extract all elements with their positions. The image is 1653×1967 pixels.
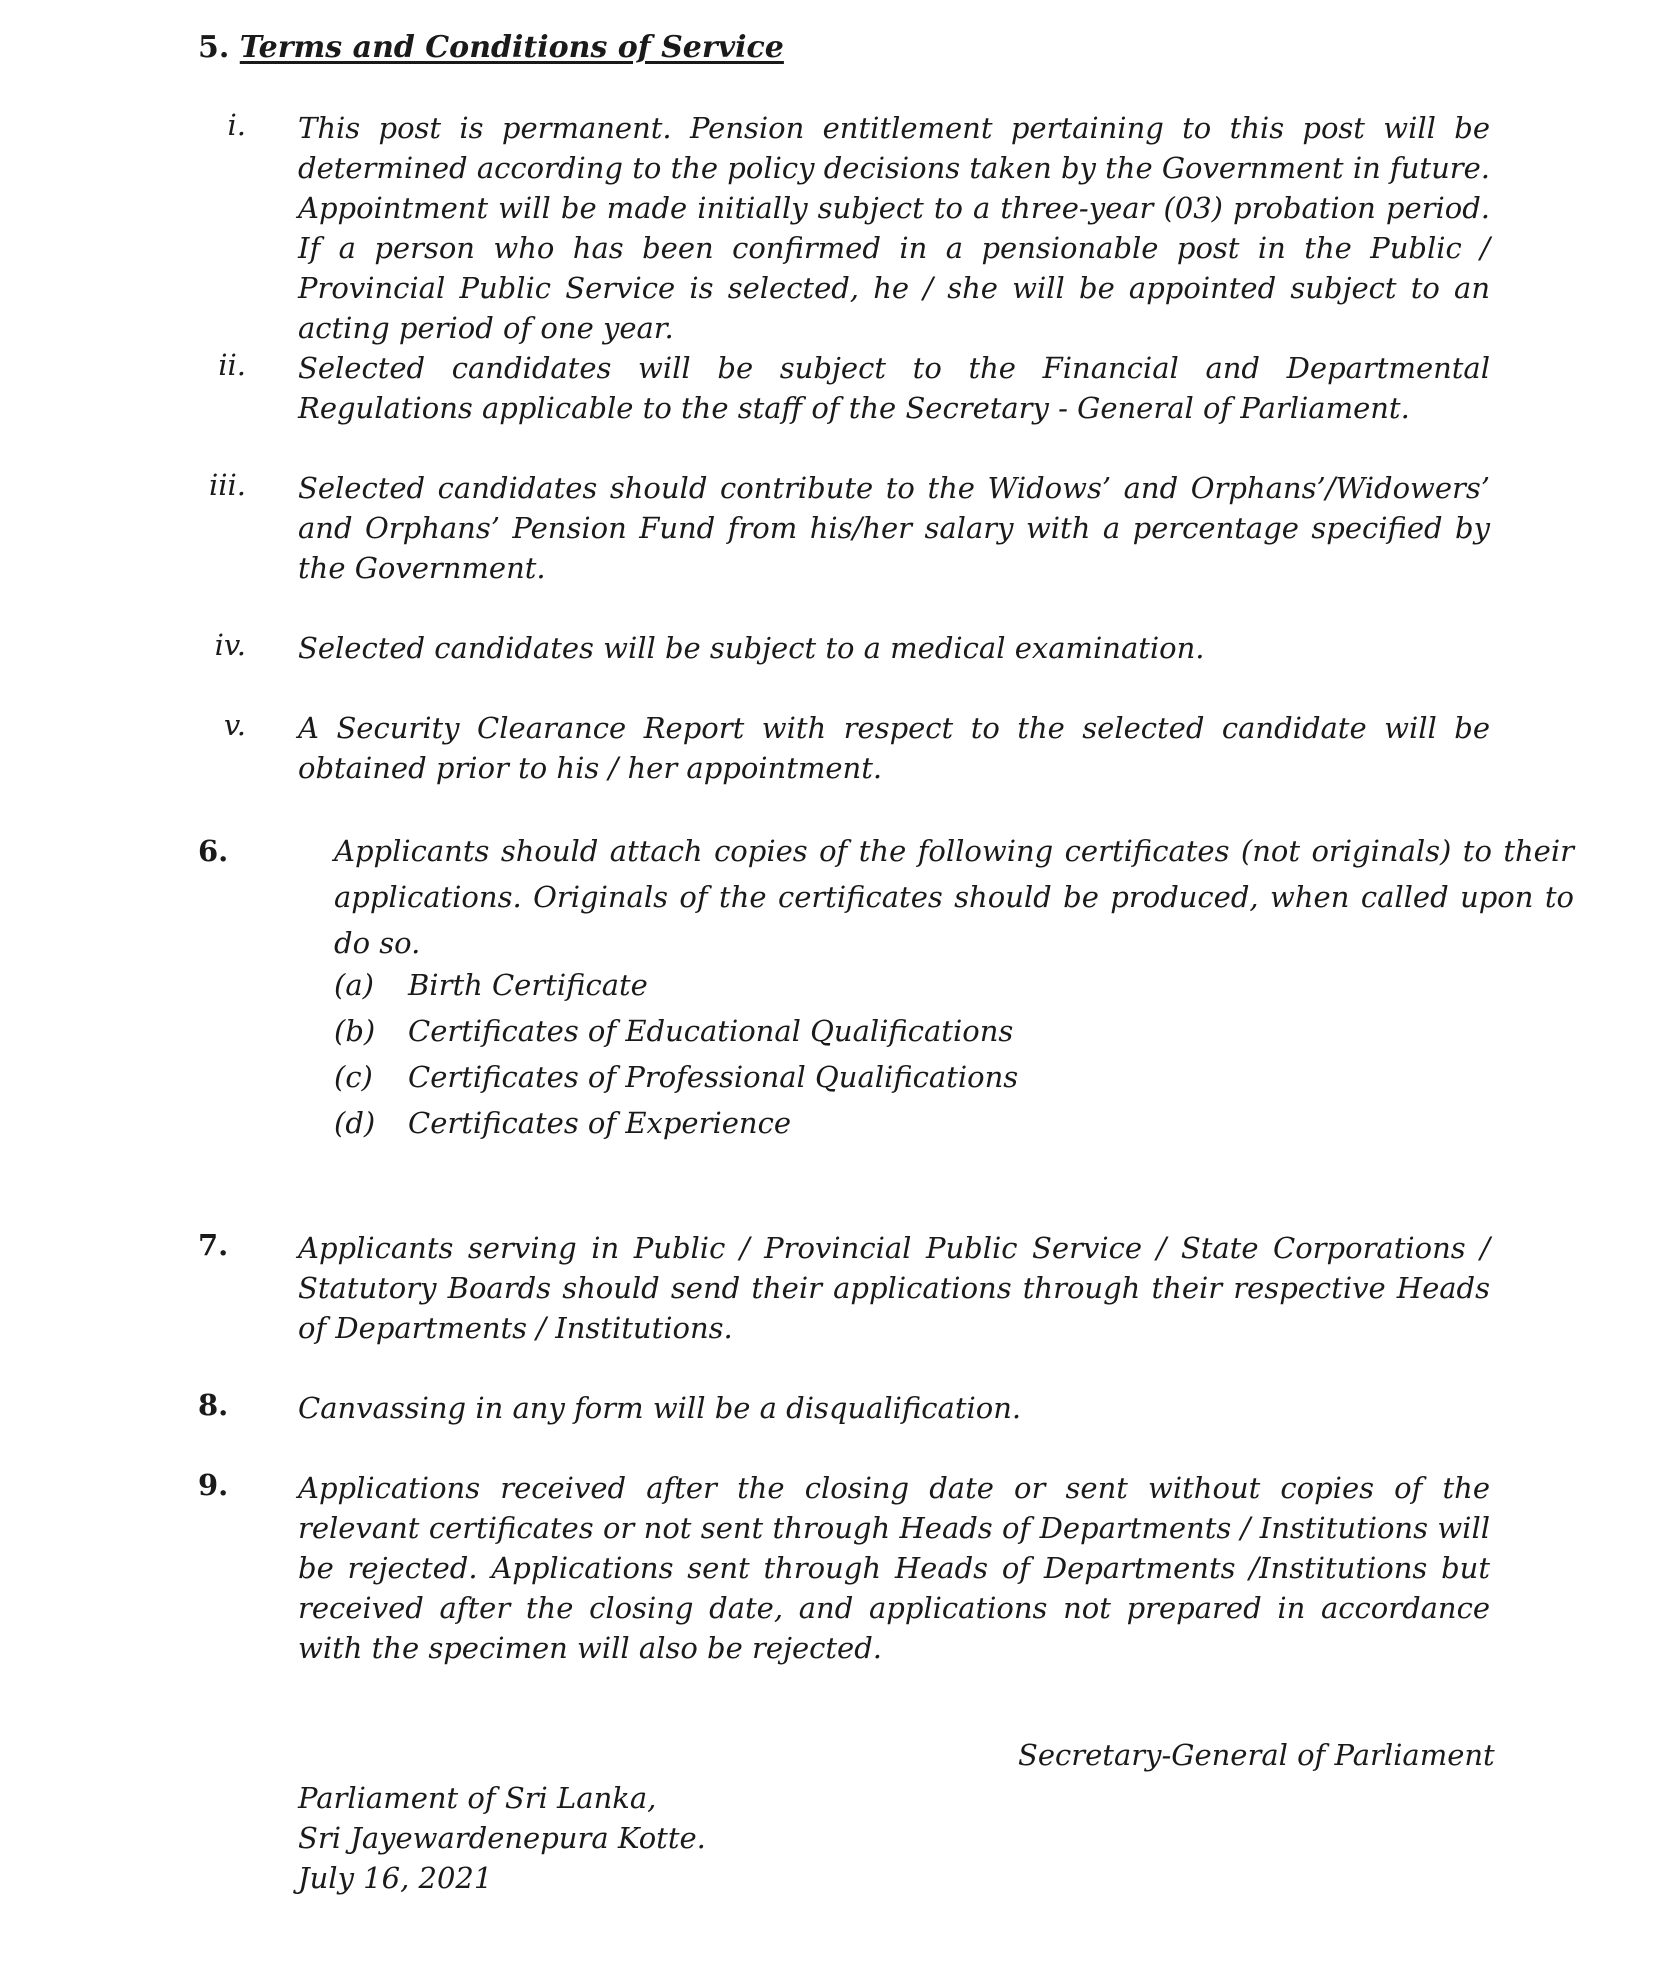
- item-iv-text: Selected candidates will be subject to a medical examination.: [298, 631, 1205, 665]
- item-iv-label: iv.: [214, 628, 246, 662]
- section-5-number: 5.: [198, 30, 230, 65]
- item-iii-label: iii.: [208, 468, 246, 502]
- certificate-name: Certificates of Professional Qualifications: [408, 1060, 1019, 1094]
- section-6-number: 6.: [198, 834, 229, 868]
- section-9-text: Applications received after the closing date or sent without copies of the relevant certificates or not sent through Heads of Departments / Institutions will be rejected. Applications sent through Heads of Departments /Institutions but received after the closing date, and applications not prepared in accordance with the specimen will also be rejected.: [298, 1471, 1490, 1665]
- certificate-item-d: [334, 1100, 1018, 1146]
- item-v-label: v.: [223, 708, 246, 742]
- section-8-number: 8.: [198, 1388, 229, 1422]
- signature-title: Secretary-General of Parliament: [1018, 1738, 1495, 1772]
- certificate-list: [334, 962, 1018, 1146]
- certificate-label: (c): [334, 1060, 373, 1094]
- item-i-label: i.: [227, 108, 246, 142]
- certificate-item-c: [334, 1054, 1018, 1100]
- section-7-number: 7.: [198, 1228, 229, 1262]
- certificate-label: (a): [334, 968, 374, 1002]
- section-6-text: Applicants should attach copies of the following certificates (not originals) to their applications. Originals of the certificates should be produced, when called upon to do so.: [334, 834, 1574, 960]
- certificate-label: (d): [334, 1106, 376, 1140]
- certificate-item-a: [334, 962, 1018, 1008]
- address-date: July 16, 2021: [298, 1861, 493, 1895]
- section-5-title: Terms and Conditions of Service: [239, 30, 784, 65]
- address-line-1: Parliament of Sri Lanka,: [298, 1781, 657, 1815]
- item-iii-text: Selected candidates should contribute to the Widows’ and Orphans’/Widowers’ and Orphans’ Pension Fund from his/her salary with a percentage specified by the Government.: [298, 471, 1490, 585]
- certificate-name: Certificates of Experience: [408, 1106, 791, 1140]
- certificate-label: (b): [334, 1014, 376, 1048]
- section-8-text: Canvassing in any form will be a disqualification.: [298, 1391, 1022, 1425]
- item-ii-text: Selected candidates will be subject to the Financial and Departmental Regulations applicable to the staff of the Secretary - General of Parliament.: [298, 351, 1490, 425]
- item-i-text: This post is permanent. Pension entitlement pertaining to this post will be determined according to the policy decisions taken by the Government in future. Appointment will be made initially subject to a three-year (03) probation period. If a person who has been confirmed in a pensionable post in the Public / Provincial Public Service is selected, he / she will be appointed subject to an acting period of one year.: [298, 111, 1490, 345]
- item-v-text: A Security Clearance Report with respect to the selected candidate will be obtained prior to his / her appointment.: [298, 711, 1490, 785]
- certificate-name: Certificates of Educational Qualifications: [408, 1014, 1014, 1048]
- certificate-item-b: [334, 1008, 1018, 1054]
- address-block: [298, 1778, 706, 1898]
- section-9-number: 9.: [198, 1468, 229, 1502]
- certificate-name: Birth Certificate: [408, 968, 648, 1002]
- item-ii-label: ii.: [218, 348, 246, 382]
- address-line-2: Sri Jayewardenepura Kotte.: [298, 1821, 706, 1855]
- section-5-heading: [198, 30, 784, 65]
- section-7-text: Applicants serving in Public / Provincial Public Service / State Corporations / Statutory Boards should send their applications through their respective Heads of Departments / Institutions.: [298, 1231, 1490, 1345]
